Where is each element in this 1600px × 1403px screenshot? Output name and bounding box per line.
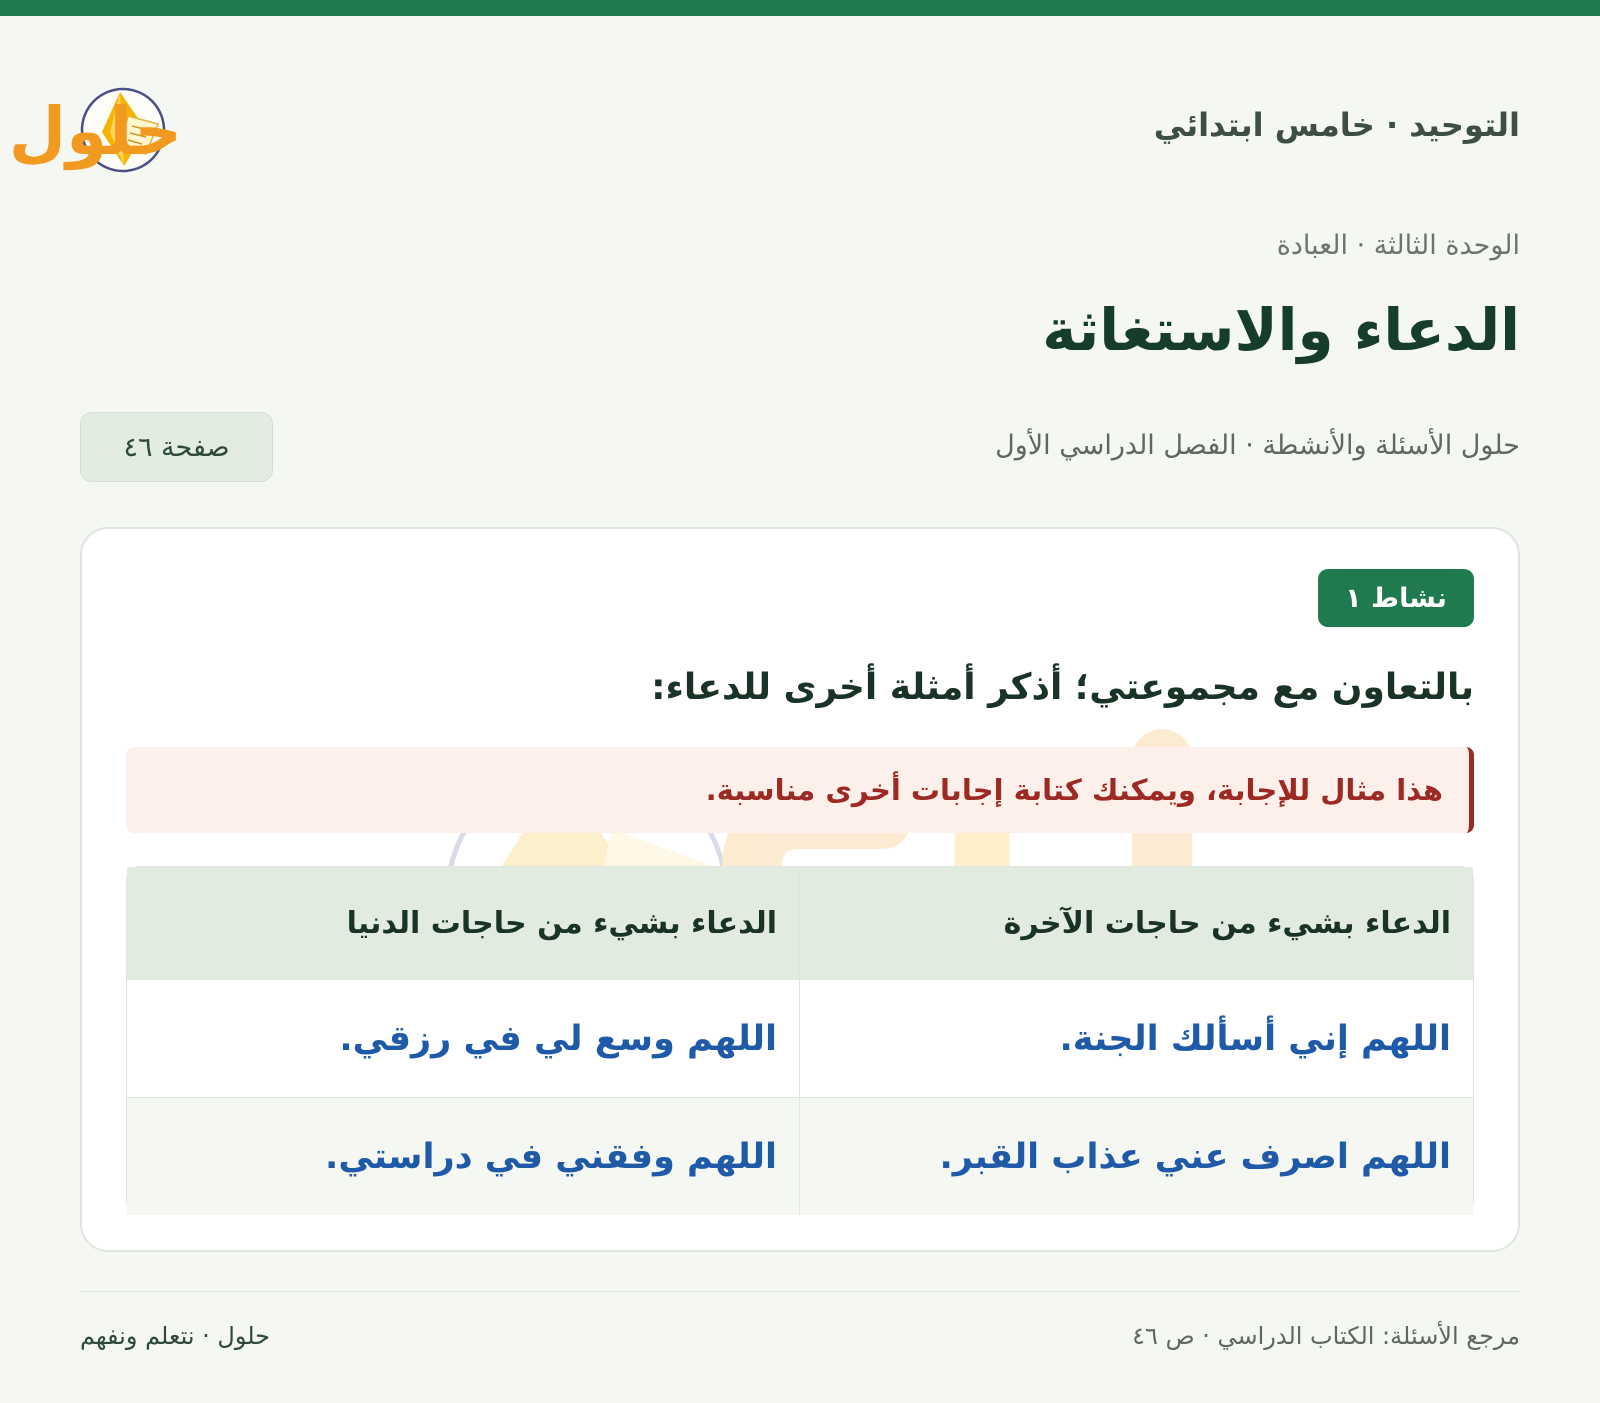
activity-badge: نشاط ١ <box>1318 569 1474 627</box>
table-header-row <box>127 867 1473 979</box>
brand-logo[interactable] <box>8 70 370 190</box>
top-accent-bar <box>0 0 1600 16</box>
logo-book-icon <box>8 70 370 190</box>
table-header-worldly: الدعاء بشيء من حاجات الدنيا <box>127 867 800 979</box>
answer-note <box>126 747 1474 833</box>
table-row <box>127 1097 1473 1215</box>
table-header-hereafter: الدعاء بشيء من حاجات الآخرة <box>1003 905 1451 941</box>
activity-question: بالتعاون مع مجموعتي؛ أذكر أمثلة أخرى للدعاء: <box>651 667 1474 708</box>
logo-text: حلول <box>8 93 182 170</box>
unit-label: الوحدة الثالثة · العبادة <box>1276 230 1520 261</box>
table-cell: اللهم وسع لي في رزقي. <box>127 980 800 1097</box>
answer-note-text: هذا مثال للإجابة، ويمكنك كتابة إجابات أخرى مناسبة. <box>705 773 1443 807</box>
footer-brand[interactable]: حلول · نتعلم ونفهم <box>80 1322 270 1350</box>
page-number-badge: صفحة ٤٦ <box>80 412 273 482</box>
lesson-meta: حلول الأسئلة والأنشطة · الفصل الدراسي الأول <box>995 430 1520 461</box>
page-title: الدعاء والاستغاثة <box>1042 296 1520 364</box>
activity-card <box>80 527 1520 1252</box>
subject-grade: التوحيد · خامس ابتدائي <box>1153 106 1520 144</box>
footer-reference: مرجع الأسئلة: الكتاب الدراسي · ص ٤٦ <box>1132 1322 1520 1350</box>
table-cell: اللهم اصرف عني عذاب القبر. <box>939 1136 1451 1177</box>
answer-table <box>126 866 1474 1215</box>
page-header <box>8 70 1520 190</box>
table-cell: اللهم إني أسألك الجنة. <box>1059 1018 1451 1059</box>
footer-divider <box>80 1291 1520 1292</box>
table-row <box>127 979 1473 1097</box>
table-cell: اللهم وفقني في دراستي. <box>127 1098 800 1215</box>
